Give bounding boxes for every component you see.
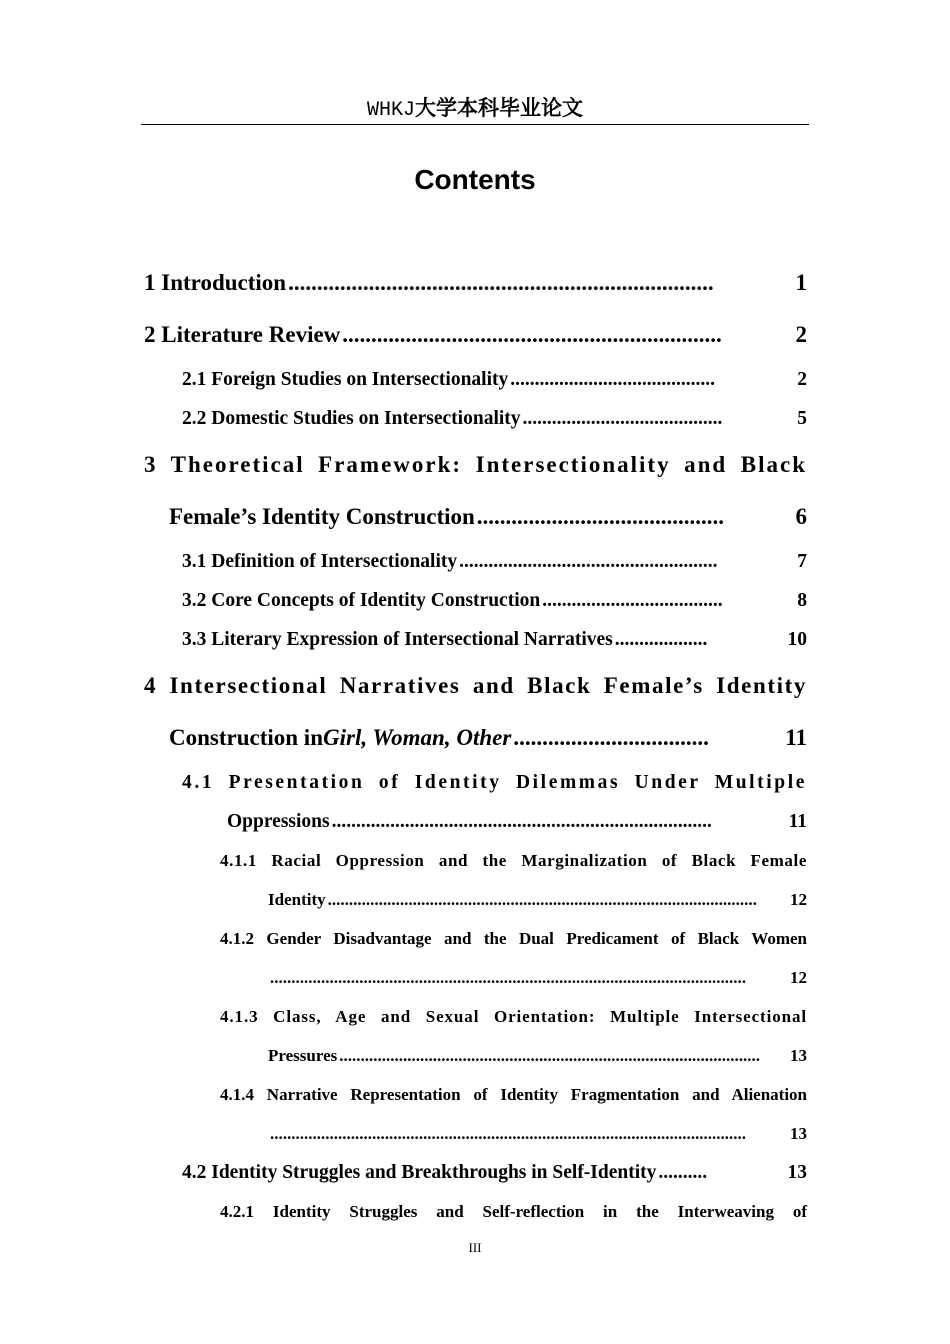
toc-entry[interactable]: [144, 322, 807, 348]
toc-entry-title: 4.1.2 Gender Disadvantage and the Dual Predicament of Black Women: [220, 929, 807, 948]
toc-entry[interactable]: [144, 452, 807, 478]
toc-entry[interactable]: [169, 725, 807, 751]
toc-entry[interactable]: [220, 1202, 807, 1222]
toc-dot-leader: ..................................: [513, 725, 709, 750]
toc-entry-title: Pressures: [268, 1046, 338, 1065]
toc-entry-title: 3.1 Definition of Intersectionality: [182, 551, 458, 572]
toc-entry-title: Oppressions: [227, 811, 330, 832]
toc-dot-leader: .....................................: [542, 590, 723, 611]
toc-page-number: 7: [797, 551, 807, 572]
page-number: III: [468, 1240, 482, 1255]
toc-entry-title: 4.1 Presentation of Identity Dilemmas Under Multiple: [182, 772, 807, 793]
toc-page-number: 8: [797, 590, 807, 611]
toc-dot-leader: ...................................................................................................: [339, 1046, 761, 1065]
toc-dot-leader: .....................................................................................................: [327, 890, 757, 909]
toc-entry[interactable]: [182, 551, 807, 573]
toc-dot-leader: ..........................................................................: [288, 270, 714, 295]
toc-entry[interactable]: [220, 1007, 807, 1027]
toc-entry[interactable]: [182, 408, 807, 430]
toc-entry-title: 4.1.4 Narrative Representation of Identity Fragmentation and Alienation: [220, 1085, 807, 1104]
toc-entry[interactable]: [268, 1046, 807, 1066]
toc-entry-title: 2.1 Foreign Studies on Intersectionality: [182, 369, 509, 390]
toc-entry-title: Female’s Identity Construction: [169, 504, 475, 529]
toc-entry-title: 2 Literature Review: [144, 322, 341, 347]
toc-entry[interactable]: [220, 929, 807, 949]
toc-dot-leader: ...................: [614, 629, 708, 650]
toc-dot-leader: ................................................................................................................: [270, 968, 746, 987]
toc-page-number: 12: [790, 890, 807, 909]
toc-dot-leader: ..........................................: [510, 369, 716, 390]
toc-dot-leader: ..............................................................................: [331, 811, 712, 832]
toc-entry[interactable]: [182, 772, 807, 794]
toc-page-number: 5: [797, 408, 807, 429]
toc-page-number: 13: [787, 1162, 807, 1183]
toc-entry[interactable]: [268, 890, 807, 910]
toc-entry-title: 4.1.1 Racial Oppression and the Marginalization of Black Female: [220, 851, 807, 870]
toc-entry[interactable]: [182, 590, 807, 612]
toc-entry[interactable]: [220, 1085, 807, 1105]
toc-page-number: 2: [795, 322, 807, 347]
toc-entry-title: 4.2.1 Identity Struggles and Self-reflection in the Interweaving of: [220, 1202, 807, 1221]
toc-page-number: 10: [787, 629, 807, 650]
toc-entry-title: 3.3 Literary Expression of Intersectional Narratives: [182, 629, 613, 650]
toc-dot-leader: .....................................................: [459, 551, 718, 572]
toc-entry[interactable]: [268, 968, 807, 988]
toc-entry-title: 4 Intersectional Narratives and Black Female’s Identity: [144, 673, 807, 698]
toc-entry[interactable]: [144, 270, 807, 296]
toc-entry[interactable]: [182, 1162, 807, 1184]
toc-entry[interactable]: [220, 851, 807, 871]
toc-page-number: 1: [795, 270, 807, 295]
toc-dot-leader: ..........: [658, 1162, 708, 1183]
toc-page-number: 13: [790, 1124, 807, 1143]
toc-entry[interactable]: [144, 673, 807, 699]
toc-entry[interactable]: [227, 811, 807, 833]
toc-entry-title: 1 Introduction: [144, 270, 287, 295]
header-cjk: 大学本科毕业论文: [415, 96, 583, 120]
toc-page-number: 11: [788, 811, 807, 832]
toc-page-number: 13: [790, 1046, 807, 1065]
toc-page-number: 6: [795, 504, 807, 529]
toc-entry-italic-title: Girl, Woman, Other: [323, 725, 512, 750]
header-latin: WHKJ: [366, 99, 415, 122]
running-header: [141, 94, 809, 125]
toc-entry-title: 4.2 Identity Struggles and Breakthroughs in Self-Identity: [182, 1162, 657, 1183]
toc-entry-title: 3.2 Core Concepts of Identity Construction: [182, 590, 541, 611]
toc-entry[interactable]: [169, 504, 807, 530]
toc-entry-title: 2.2 Domestic Studies on Intersectionality: [182, 408, 521, 429]
toc-page-number: 2: [797, 369, 807, 390]
toc-entry-title: Identity: [268, 890, 326, 909]
toc-entry[interactable]: [182, 369, 807, 391]
header-rule: [141, 124, 809, 125]
toc-entry-title: 3 Theoretical Framework: Intersectionality and Black: [144, 452, 807, 477]
page-title: Contents: [414, 164, 536, 195]
toc-page-number: 11: [785, 725, 807, 750]
toc-entry[interactable]: [268, 1124, 807, 1144]
toc-dot-leader: ...........................................: [476, 504, 725, 529]
toc-dot-leader: ................................................................................................................: [270, 1124, 746, 1143]
toc-dot-leader: .........................................: [522, 408, 723, 429]
toc-page-number: 12: [790, 968, 807, 987]
toc-entry[interactable]: [182, 629, 807, 651]
toc-entry-title: Construction in: [169, 725, 323, 750]
toc-entry-title: 4.1.3 Class, Age and Sexual Orientation: Multiple Intersectional: [220, 1007, 807, 1026]
toc-dot-leader: ..................................................................: [342, 322, 722, 347]
